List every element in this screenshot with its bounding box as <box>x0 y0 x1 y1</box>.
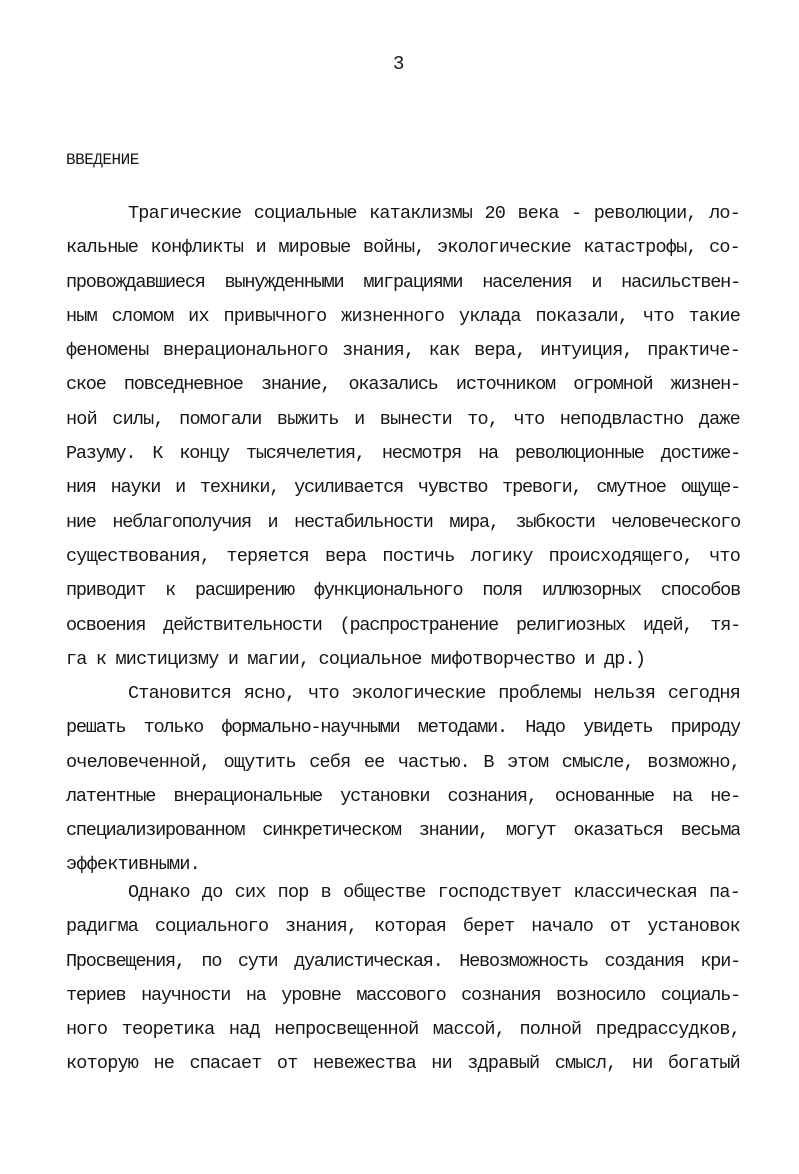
paragraph-line: которую не спасает от невежества ни здравый смысл, ни богатый <box>66 1053 740 1075</box>
paragraph-line: освоения действительности (распространение религиозных идей, тя- <box>66 614 740 636</box>
section-heading: ВВЕДЕНИЕ <box>66 151 139 169</box>
paragraph-line: эффективными. <box>66 854 200 876</box>
paragraph-1 <box>66 197 740 677</box>
paragraph-line: кальные конфликты и мировые войны, экологические катастрофы, со- <box>66 237 740 259</box>
paragraph-line: га к мистицизму и магии, социальное мифотворчество и др.) <box>66 648 646 670</box>
paragraph-line: Разуму. К концу тысячелетия, несмотря на революционные достиже- <box>66 443 740 465</box>
paragraph-line: Трагические социальные катаклизмы 20 века - революции, ло- <box>128 203 740 224</box>
paragraph-line: ным сломом их привычного жизненного уклада показали, что такие <box>66 305 740 327</box>
paragraph-line: феномены внерационального знания, как вера, интуиция, практиче- <box>66 340 740 362</box>
paragraph-line: Просвещения, по сути дуалистическая. Невозможность создания кри- <box>66 950 740 972</box>
paragraph-line: ния науки и техники, усиливается чувство тревоги, смутное ощуще- <box>66 477 740 499</box>
paragraph-line: ние неблагополучия и нестабильности мира, зыбкости человеческого <box>66 511 740 533</box>
paragraph-line: приводит к расширению функционального поля иллюзорных способов <box>66 580 740 602</box>
paragraph-line: латентные внерациональные установки сознания, основанные на не- <box>66 785 740 807</box>
page-number: 3 <box>393 53 405 75</box>
paragraph-line: специализированном синкретическом знании, могут оказаться весьма <box>66 820 740 842</box>
paragraph-line: решать только формально-научными методами. Надо увидеть природу <box>66 717 740 739</box>
paragraph-line: териев научности на уровне массового сознания возносило социаль- <box>66 984 740 1006</box>
paragraph-line: провождавшиеся вынужденными миграциями населения и насильствен- <box>66 271 740 293</box>
paragraph-line: ного теоретика над непросвещенной массой, полной предрассудков, <box>66 1019 740 1041</box>
paragraph-2 <box>66 677 740 883</box>
paragraph-line: Однако до сих пор в обществе господствует классическая па- <box>128 882 740 903</box>
paragraph-line: существования, теряется вера постичь логику происходящего, что <box>66 545 740 567</box>
paragraph-line: очеловеченной, ощутить себя ее частью. В этом смысле, возможно, <box>66 751 740 773</box>
paragraph-line: радигма социального знания, которая берет начало от установок <box>66 916 740 938</box>
paragraph-line: ной силы, помогали выжить и вынести то, что неподвластно даже <box>66 408 740 430</box>
paragraph-3 <box>66 876 740 1082</box>
paragraph-line: ское повседневное знание, оказались источником огромной жизнен- <box>66 374 740 396</box>
paragraph-line: Становится ясно, что экологические проблемы нельзя сегодня <box>128 683 740 704</box>
